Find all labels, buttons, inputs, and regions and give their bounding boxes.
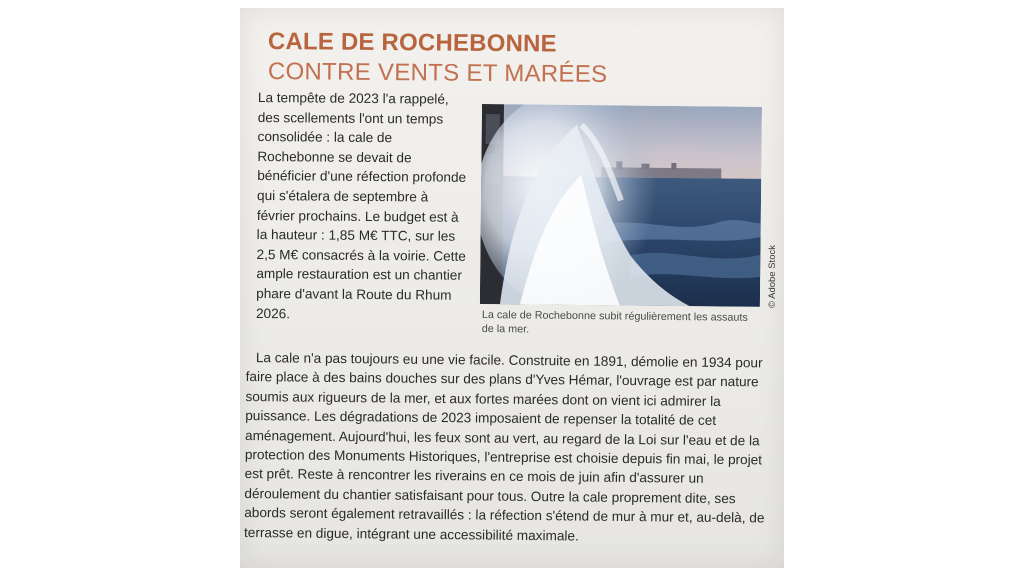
photo-caption: La cale de Rochebonne subit régulièrement les assauts de la mer. xyxy=(481,308,748,336)
article-intro xyxy=(256,88,468,325)
article-photo xyxy=(480,104,762,307)
intro-paragraph: La tempête de 2023 l'a rappelé, des scellements l'ont un temps consolidée : la cale de Rochebonne se devait de bénéficier d'une réfection profonde qui s'étalera de septembre à février prochains. Le budget est à la hauteur : 1,85 M€ TTC, sur les 2,5 M€ consacrés à la voirie. Cette ample restauration est un chantier phare d'avant la Route du Rhum 2026. xyxy=(255,89,467,321)
magazine-page xyxy=(240,8,784,568)
body-paragraph: La cale n'a pas toujours eu une vie facile. Construite en 1891, démolie en 1934 pour faire place à des bains douches sur des plans d'Yves Hémar, l'ouvrage est par nature soumis aux rigueurs de la mer, et aux fortes marées dont on vient ici admirer la puissance. Les dégradations de 2023 imposaient de repenser la totalité de cet aménagement. Aujourd'hui, les feux sont au vert, au regard de la Loi sur l'eau et de la protection des Monuments Historiques, l'entreprise est choisie depuis fin mai, le projet est prêt. Reste à rencontrer les riverains en ce mois de juin afin d'assurer un déroulement du chantier satisfaisant pour tous. Outre la cale proprement dite, ses abords seront également retravaillés : la réfection s'étend de mur à mur et, au-delà, de terrasse en digue, intégrant une accessibilité maximale. xyxy=(243,350,765,544)
article-body xyxy=(244,348,776,548)
article-title: CALE DE ROCHEBONNE xyxy=(267,28,557,58)
article-subtitle: CONTRE VENTS ET MARÉES xyxy=(267,58,608,88)
photo-credit: © Adobe Stock xyxy=(767,245,778,308)
wave-photo-image xyxy=(480,104,762,307)
